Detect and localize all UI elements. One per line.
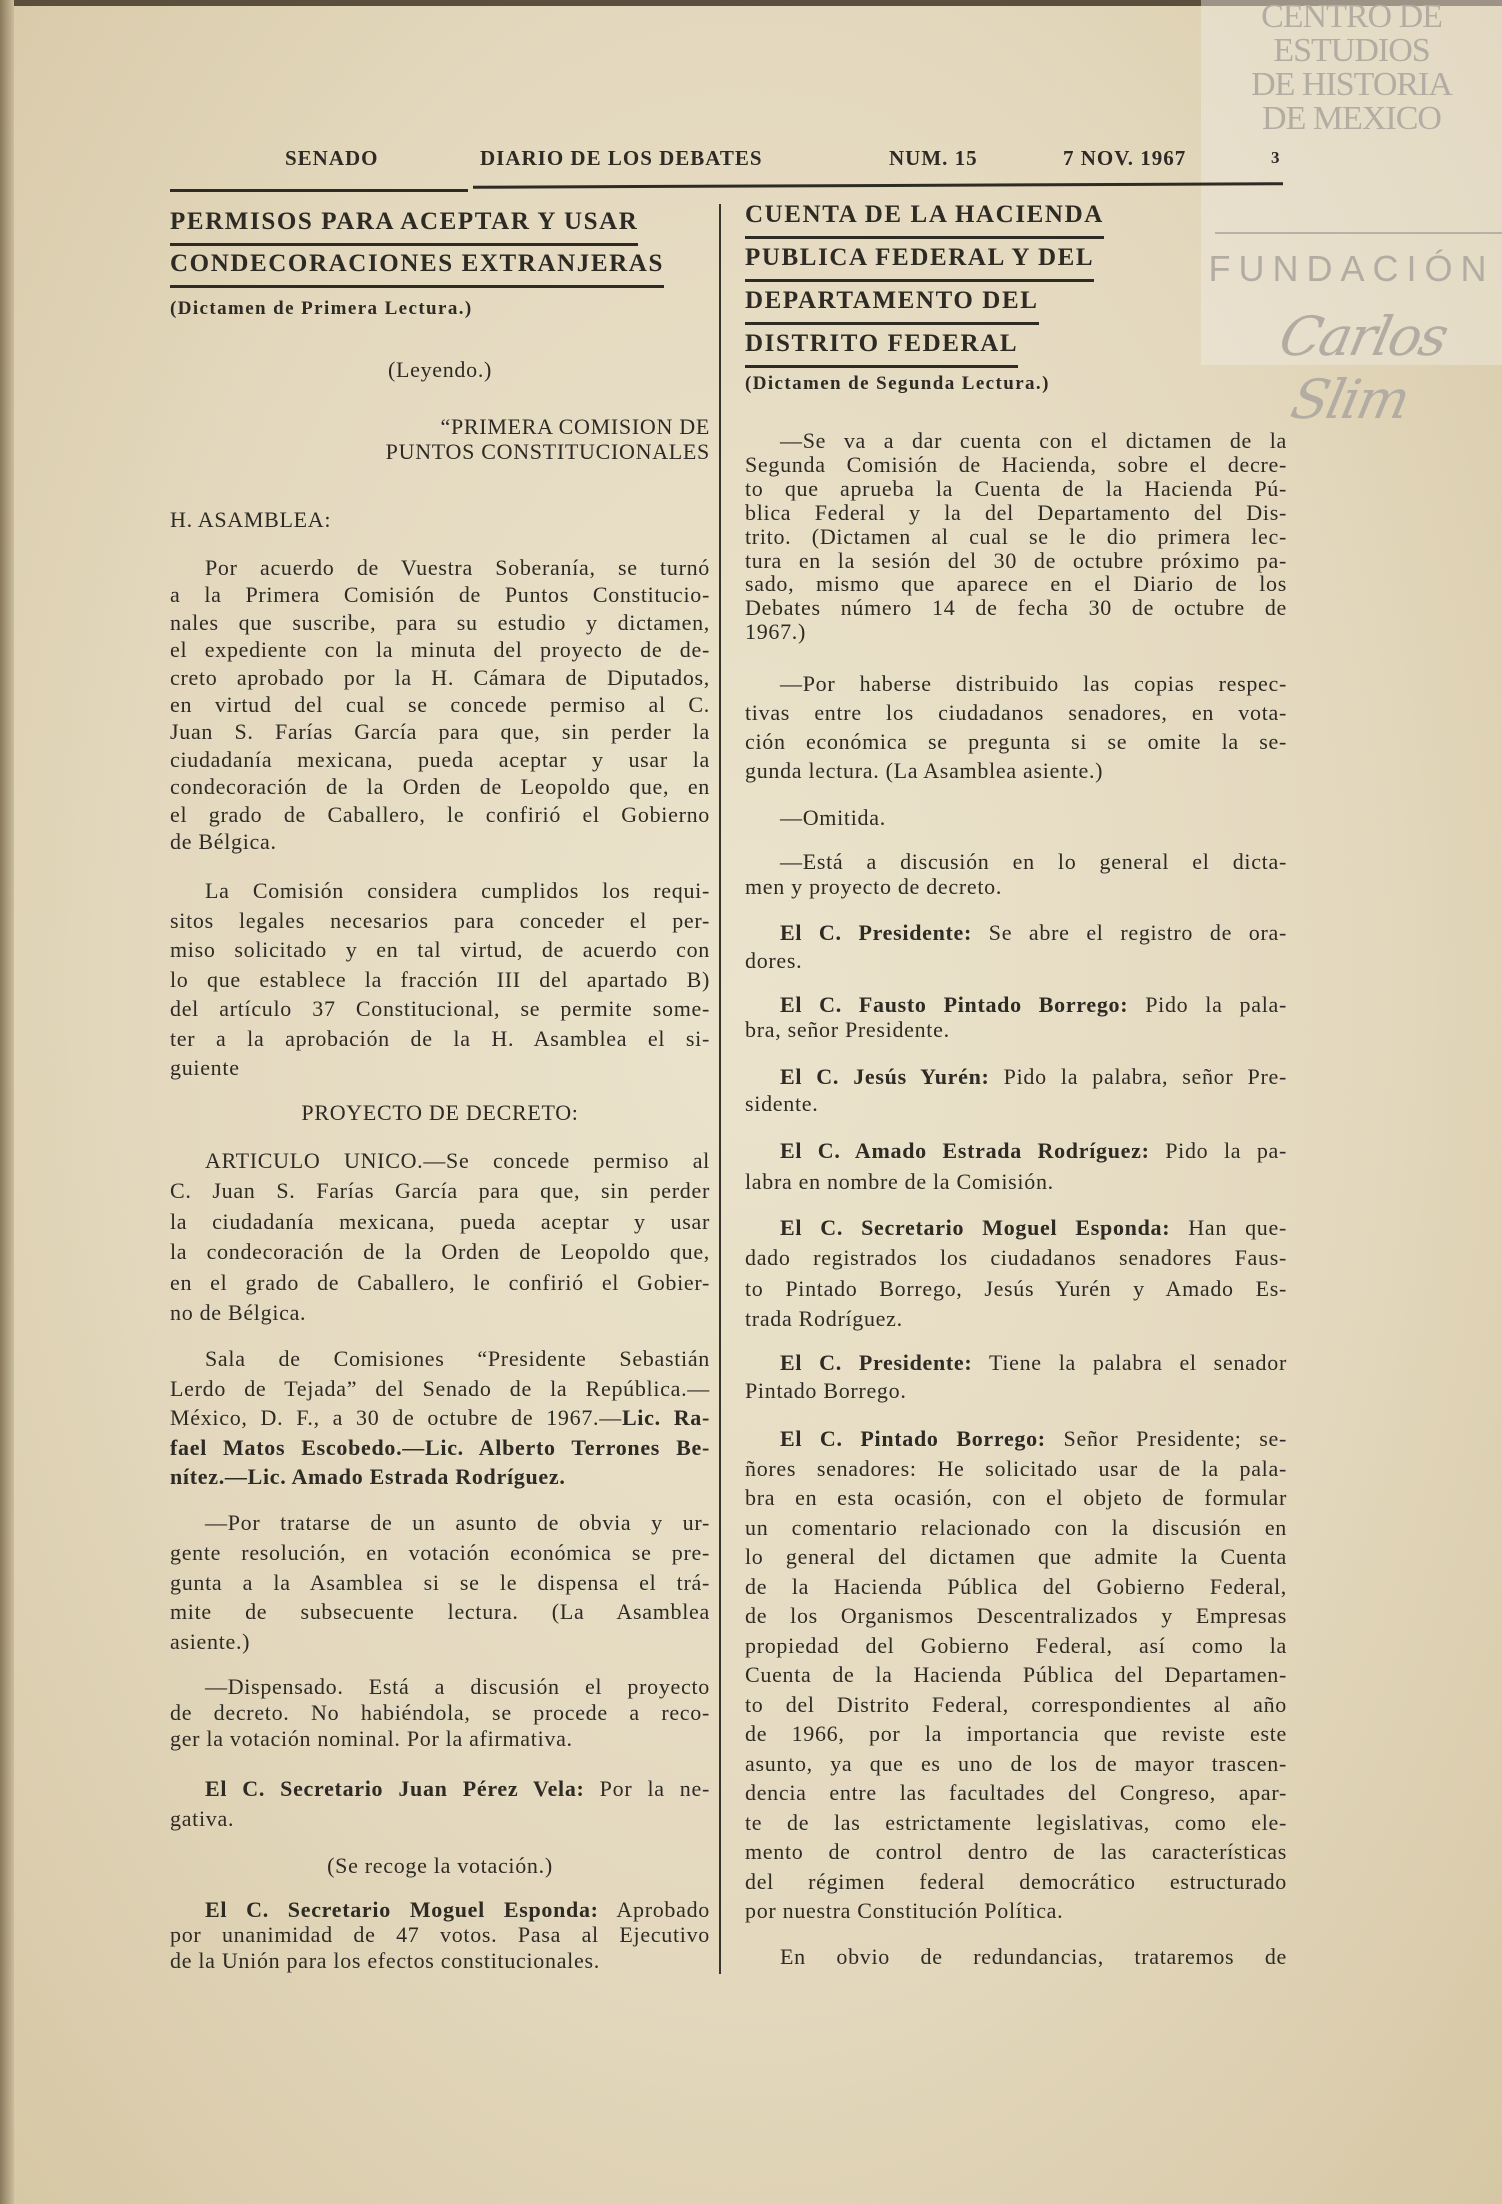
speaker-name: El C. Secretario Juan Pérez Vela: xyxy=(205,1776,585,1801)
text-segment: México, D. F., a 30 de octubre de 1967.— xyxy=(170,1405,622,1430)
speaker-name: El C. Jesús Yurén: xyxy=(780,1064,990,1089)
text-line: H. ASAMBLEA: xyxy=(170,507,332,532)
watermark-line: DE MEXICO xyxy=(1262,100,1441,137)
paragraph xyxy=(170,1344,710,1492)
section-title xyxy=(745,284,1287,325)
header-section: SENADO xyxy=(285,146,379,170)
text-line: mento de control dentro de las características xyxy=(745,1839,1287,1864)
text-line: —Por tratarse de un asunto de obvia y ur- xyxy=(205,1510,710,1535)
text-line: tura en la sesión del 30 de octubre próximo pa- xyxy=(745,547,1287,573)
text-line: bra, señor Presidente. xyxy=(745,1017,950,1043)
text-line: mite de subsecuente lectura. (La Asamblea xyxy=(170,1599,710,1625)
paragraph xyxy=(170,1674,710,1752)
text-line: la ciudadanía mexicana, pueda aceptar y usar xyxy=(170,1208,710,1234)
paragraph xyxy=(170,554,710,855)
text-line: ñores senadores: He solicitado usar de la pala- xyxy=(745,1455,1287,1481)
text-segment: Aprobado xyxy=(598,1897,710,1922)
text-line: PROYECTO DE DECRETO: xyxy=(301,1100,579,1125)
text-line: La Comisión considera cumplidos los requi- xyxy=(205,878,710,903)
text-line: men y proyecto de decreto. xyxy=(745,874,1003,900)
text-line: del régimen federal democrático estructurado xyxy=(745,1868,1287,1894)
text-line: Cuenta de la Hacienda Pública del Departamen- xyxy=(745,1662,1287,1687)
text-line: PERMISOS PARA ACEPTAR Y USAR xyxy=(170,205,638,246)
text-line: —Omitida. xyxy=(780,805,886,830)
text-line: de la Unión para los efectos constitucionales. xyxy=(170,1947,600,1973)
text-line: por nuestra Constitución Política. xyxy=(745,1898,1064,1923)
speaker-name: El C. Amado Estrada Rodríguez: xyxy=(780,1138,1150,1163)
page-left-edge xyxy=(0,0,14,2204)
paragraph xyxy=(170,1774,710,1833)
text-line: “PRIMERA COMISION DE xyxy=(440,414,710,439)
text-line: te de las estrictamente legislativas, como ele- xyxy=(745,1809,1287,1835)
text-segment: Tiene la palabra el senador xyxy=(972,1350,1287,1375)
text-line: nales que suscribe, para su estudio y dictamen, xyxy=(170,609,710,635)
paragraph xyxy=(745,1424,1287,1926)
paragraph xyxy=(745,1064,1287,1117)
header-date: 7 NOV. 1967 xyxy=(1063,146,1187,170)
text-line: propiedad del Gobierno Federal, así como la xyxy=(745,1632,1287,1658)
text-line: 1967.) xyxy=(745,619,807,645)
paragraph xyxy=(745,1213,1287,1335)
speaker-name: El C. Presidente: xyxy=(780,920,973,945)
text-line: sidente. xyxy=(745,1090,819,1116)
text-line: (Se recoge la votación.) xyxy=(327,1853,553,1878)
text-line: Sala de Comisiones “Presidente Sebastián xyxy=(205,1346,710,1371)
speaker-name: Lic. Ra- xyxy=(621,1405,711,1430)
section-title xyxy=(745,241,1287,282)
watermark-line: DE HISTORIA xyxy=(1251,66,1452,103)
paragraph xyxy=(745,429,1287,644)
paragraph xyxy=(745,1942,1287,1972)
text-line: dencia entre las facultades del Congreso, apar- xyxy=(745,1780,1287,1805)
text-line: por unanimidad de 47 votos. Pasa al Ejecutivo xyxy=(170,1922,710,1948)
header-rule-left xyxy=(170,189,468,192)
header-publication: DIARIO DE LOS DEBATES xyxy=(480,146,763,170)
text-line: bra en esta ocasión, con el objeto de formular xyxy=(745,1485,1287,1510)
watermark-line: ESTUDIOS xyxy=(1273,32,1430,69)
text-line xyxy=(745,1136,1287,1167)
text-line: trito. (Dictamen al cual se le dio primera lec- xyxy=(745,523,1287,549)
text-line: tivas entre los ciudadanos senadores, en vota- xyxy=(745,700,1287,725)
text-segment: Señor Presidente; se- xyxy=(1045,1426,1287,1451)
speaker-name: El C. Pintado Borrego: xyxy=(780,1426,1046,1451)
text-line xyxy=(745,1064,1287,1091)
page-number: 3 xyxy=(1271,148,1281,167)
text-line: to que aprueba la Cuenta de la Hacienda Pú- xyxy=(745,475,1287,501)
text-line: el expediente con la minuta del proyecto de de- xyxy=(170,637,710,663)
paragraph xyxy=(170,1098,710,1128)
text-line: gativa. xyxy=(170,1805,235,1831)
text-line xyxy=(170,1774,710,1804)
text-line: Por acuerdo de Vuestra Soberanía, se turnó xyxy=(205,555,710,580)
text-line: PUBLICA FEDERAL Y DEL xyxy=(745,241,1094,282)
text-line xyxy=(745,919,1287,947)
text-line: la condecoración de la Orden de Leopoldo que, xyxy=(170,1239,710,1265)
text-line: gunda lectura. (La Asamblea asiente.) xyxy=(745,758,1104,783)
text-line: de 1966, por la importancia que reviste este xyxy=(745,1721,1287,1746)
paragraph xyxy=(170,876,710,1083)
paragraph xyxy=(745,849,1287,900)
text-line: to Pintado Borrego, Jesús Yurén y Amado Es- xyxy=(745,1275,1287,1301)
watermark-foundation: FUNDACIÓN xyxy=(1208,248,1495,289)
text-line xyxy=(170,1433,710,1463)
text-line: ción económica se pregunta si se omite la se- xyxy=(745,729,1287,754)
text-line: En obvio de redundancias, trataremos de xyxy=(780,1944,1287,1969)
text-line: DEPARTAMENTO DEL xyxy=(745,284,1039,325)
text-line: gunta a la Asamblea si se le dispensa el trá- xyxy=(170,1569,710,1595)
text-line: Segunda Comisión de Hacienda, sobre el decre- xyxy=(745,451,1287,477)
text-line: de los Organismos Descentralizados y Empresas xyxy=(745,1603,1287,1628)
text-line: ger la votación nominal. Por la afirmativa. xyxy=(170,1726,573,1751)
text-line: C. Juan S. Farías García para que, sin perder xyxy=(170,1178,710,1204)
header-number: NUM. 15 xyxy=(889,146,978,170)
paragraph xyxy=(170,1851,710,1881)
paragraph xyxy=(170,355,710,385)
paragraph xyxy=(745,1136,1287,1198)
text-line: ARTICULO UNICO.—Se concede permiso al xyxy=(205,1148,710,1173)
speaker-name: El C. Secretario Moguel Esponda: xyxy=(205,1897,599,1922)
text-line: del artículo 37 Constitucional, se permite some- xyxy=(170,996,710,1021)
speaker-name: El C. Presidente: xyxy=(780,1350,973,1375)
text-line: blica Federal y la del Departamento del Dis- xyxy=(745,499,1287,525)
text-line: trada Rodríguez. xyxy=(745,1306,903,1332)
text-line: Lerdo de Tejada” del Senado de la República.— xyxy=(170,1375,710,1401)
speaker-name: El C. Secretario Moguel Esponda: xyxy=(780,1215,1171,1240)
text-line: ciudadanía mexicana, pueda aceptar y usar la xyxy=(170,746,710,772)
text-line: dores. xyxy=(745,948,803,973)
text-line: guiente xyxy=(170,1055,240,1080)
text-line: creto aprobado por la H. Cámara de Diputados, xyxy=(170,664,710,690)
text-line: dado registrados los ciudadanos senadores Faus- xyxy=(745,1245,1287,1271)
text-line: —Dispensado. Está a discusión el proyecto xyxy=(205,1674,710,1699)
text-line: de decreto. No habiéndola, se procede a reco- xyxy=(170,1700,710,1725)
header-rule-right xyxy=(473,182,1283,189)
section-title xyxy=(745,327,1287,368)
text-line: (Leyendo.) xyxy=(387,357,493,382)
text-line: —Está a discusión en lo general el dicta- xyxy=(780,849,1287,874)
text-line xyxy=(745,992,1287,1017)
text-line xyxy=(170,1462,710,1492)
paragraph xyxy=(170,1146,710,1328)
text-line: no de Bélgica. xyxy=(170,1300,307,1326)
text-line: CONDECORACIONES EXTRANJERAS xyxy=(170,247,664,288)
text-segment: Se abre el registro de ora- xyxy=(972,920,1287,945)
text-line: de la Hacienda Pública del Gobierno Federal, xyxy=(745,1573,1287,1599)
text-line xyxy=(170,1403,710,1433)
paragraph xyxy=(745,669,1287,785)
section-subtitle xyxy=(745,371,1287,397)
text-line: de Bélgica. xyxy=(170,829,277,855)
section-subtitle xyxy=(170,296,710,322)
text-line: en virtud del cual se concede permiso al C. xyxy=(170,692,710,718)
paragraph xyxy=(745,919,1287,975)
text-line: PUNTOS CONSTITUCIONALES xyxy=(385,439,710,464)
text-line: el grado de Caballero, le confirió el Gobierno xyxy=(170,801,710,827)
paragraph xyxy=(745,803,1287,833)
text-line: to del Distrito Federal, correspondientes al año xyxy=(745,1691,1287,1717)
text-line: sado, mismo que aparece en el Diario de los xyxy=(745,571,1287,597)
text-line: Pintado Borrego. xyxy=(745,1378,907,1403)
text-line: (Dictamen de Primera Lectura.) xyxy=(170,298,473,319)
text-segment: Por la ne- xyxy=(584,1776,711,1801)
text-line: lo que establece la fracción III del apartado B) xyxy=(170,966,710,992)
text-segment: Han que- xyxy=(1170,1215,1288,1240)
text-line: en el grado de Caballero, le confirió el Gobier- xyxy=(170,1269,710,1295)
text-line: CUENTA DE LA HACIENDA xyxy=(745,198,1104,239)
column-divider xyxy=(719,204,721,1974)
section-title xyxy=(170,205,710,246)
text-line xyxy=(170,1897,710,1922)
paragraph xyxy=(170,414,710,464)
text-line: lo general del dictamen que admite la Cuenta xyxy=(745,1544,1287,1569)
text-line: asiente.) xyxy=(170,1629,251,1655)
text-line: sitos legales necesarios para conceder el per- xyxy=(170,907,710,933)
text-line: a la Primera Comisión de Puntos Constitucio- xyxy=(170,582,710,608)
text-line: condecoración de la Orden de Leopoldo que, en xyxy=(170,774,710,800)
watermark-line: CENTRO DE xyxy=(1261,0,1442,35)
text-line: ter a la aprobación de la H. Asamblea el si- xyxy=(170,1025,710,1051)
paragraph xyxy=(170,505,710,535)
speaker-name: nítez.—Lic. Amado Estrada Rodríguez. xyxy=(170,1464,566,1489)
paragraph xyxy=(170,1508,710,1657)
paragraph xyxy=(170,1897,710,1973)
text-line xyxy=(745,1349,1287,1377)
text-segment: Pido la pa- xyxy=(1149,1138,1288,1163)
speaker-name: El C. Fausto Pintado Borrego: xyxy=(780,992,1129,1017)
speaker-name: fael Matos Escobedo.—Lic. Alberto Terrones Be- xyxy=(170,1434,710,1460)
text-line xyxy=(745,1424,1287,1454)
text-segment: Pido la palabra, señor Pre- xyxy=(989,1064,1287,1089)
text-line xyxy=(745,1213,1287,1243)
text-line: labra en nombre de la Comisión. xyxy=(745,1168,1054,1194)
section-title xyxy=(745,198,1287,239)
section-title xyxy=(170,247,710,288)
paragraph xyxy=(745,1349,1287,1405)
text-line: —Por haberse distribuido las copias respec- xyxy=(780,671,1287,696)
paragraph xyxy=(745,992,1287,1043)
text-line: gente resolución, en votación económica se pre- xyxy=(170,1539,710,1565)
text-line: Debates número 14 de fecha 30 de octubre de xyxy=(745,595,1287,621)
text-line: —Se va a dar cuenta con el dictamen de la xyxy=(780,428,1287,453)
text-segment: Pido la pala- xyxy=(1128,992,1287,1017)
watermark-signature: Carlos Slim xyxy=(1274,305,1453,431)
text-line: un comentario relacionado con la discusión en xyxy=(745,1514,1287,1540)
text-line: (Dictamen de Segunda Lectura.) xyxy=(745,373,1050,394)
text-line: miso solicitado y en tal virtud, de acuerdo con xyxy=(170,937,710,962)
text-line: DISTRITO FEDERAL xyxy=(745,327,1018,368)
text-line: asunto, ya que es uno de los de mayor trascen- xyxy=(745,1750,1287,1776)
text-line: Juan S. Farías García para que, sin perder la xyxy=(170,719,710,745)
